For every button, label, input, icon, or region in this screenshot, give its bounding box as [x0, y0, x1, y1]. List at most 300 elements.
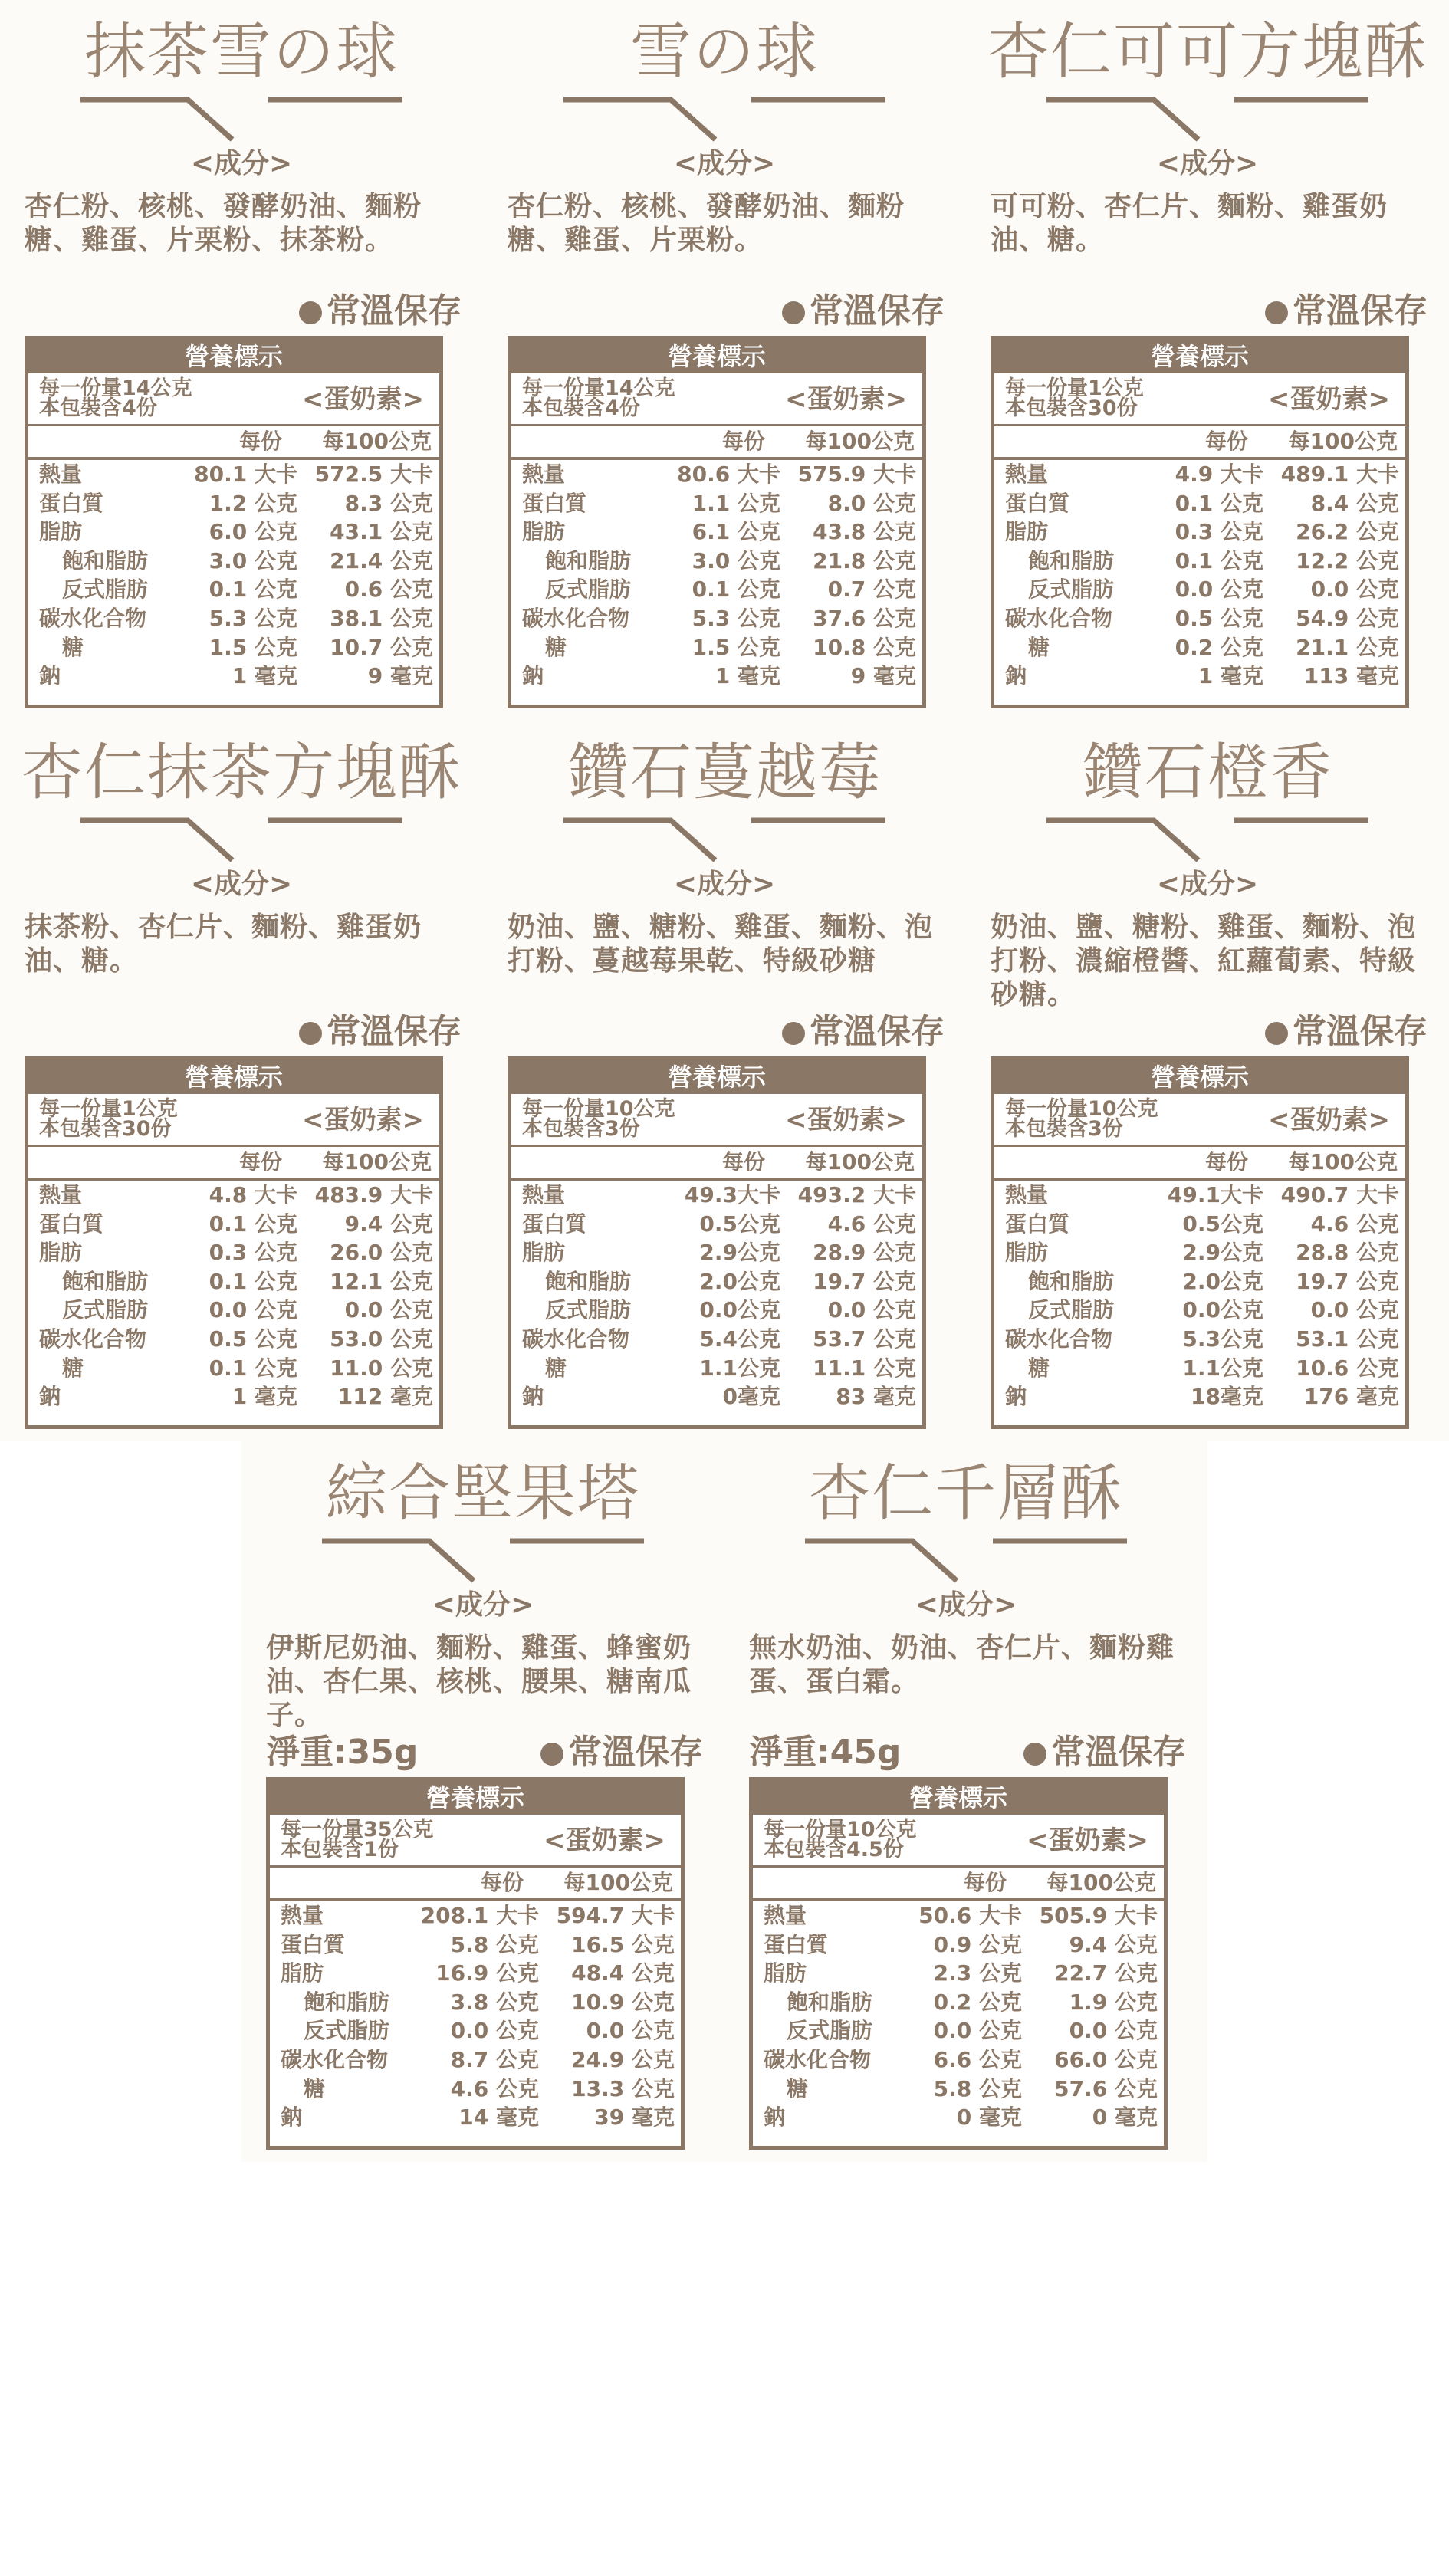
- nutrient-per-serving: 18毫克: [1191, 1384, 1263, 1410]
- nutrient-row: [511, 460, 922, 489]
- nutrition-column-header: [994, 1147, 1405, 1181]
- filled-circle-icon: [782, 1022, 805, 1045]
- serving-info-row: [28, 373, 439, 426]
- nutrient-per-100g: 4.6 公克: [1310, 1211, 1399, 1237]
- nutrient-row: [994, 604, 1405, 633]
- nutrient-per-serving: 1 毫克: [232, 1384, 297, 1410]
- nutrient-per-100g: 39 毫克: [594, 2104, 675, 2131]
- nutrient-per-100g: 43.1 公克: [330, 519, 433, 545]
- title-underline-decoration: [1046, 813, 1368, 866]
- nutrient-per-serving: 6.0 公克: [209, 519, 297, 545]
- ingredients-label: <成分>: [1156, 869, 1259, 900]
- nutrient-per-100g: 10.6 公克: [1296, 1355, 1399, 1381]
- nutrient-name: 鈉: [522, 1384, 544, 1410]
- column-per-serving: 每份: [721, 429, 765, 454]
- nutrient-per-100g: 4.6 公克: [827, 1211, 916, 1237]
- storage-label: 常溫保存: [810, 291, 945, 330]
- column-per-100g: 每100公克: [322, 1149, 432, 1175]
- product-title: 抹茶雪の球: [84, 16, 399, 87]
- nutrient-per-serving: 0.0 公克: [1175, 577, 1263, 603]
- diet-type-badge: <蛋奶素>: [785, 384, 907, 415]
- nutrient-per-100g: 0.0 公克: [1310, 1297, 1399, 1323]
- nutrient-per-serving: 0.1 公克: [209, 1355, 297, 1381]
- nutrient-per-100g: 38.1 公克: [330, 605, 433, 631]
- serving-size: 每一份量10公克: [522, 1097, 675, 1121]
- nutrient-per-serving: 2.0公克: [699, 1268, 780, 1294]
- nutrient-per-serving: 1.1 公克: [692, 490, 780, 516]
- nutrient-row: [511, 604, 922, 633]
- nutrient-per-serving: 0.2 公克: [933, 1989, 1022, 2015]
- servings-per-package: 本包裝含1份: [281, 1838, 399, 1861]
- nutrient-per-100g: 505.9 大卡: [1039, 1903, 1158, 1928]
- nutrient-row: [28, 1354, 439, 1383]
- storage-row: [991, 1010, 1428, 1053]
- serving-size: 每一份量35公克: [281, 1818, 434, 1842]
- nutrition-panel-title: 營養標示: [994, 340, 1405, 373]
- ingredients-text: 杏仁粉、核桃、發酵奶油、麵粉糖、雞蛋、片栗粉。: [508, 191, 905, 256]
- product-card: [966, 721, 1449, 1441]
- nutrient-name: 碳水化合物: [522, 605, 630, 631]
- nutrient-row: [270, 2016, 681, 2045]
- servings-per-package: 本包裝含30份: [1005, 396, 1138, 420]
- nutrient-row: [28, 518, 439, 547]
- storage-row: [508, 290, 945, 333]
- diet-type-badge: <蛋奶素>: [1027, 1825, 1148, 1856]
- nutrient-name: 碳水化合物: [764, 2046, 872, 2072]
- nutrient-per-100g: 53.0 公克: [330, 1326, 433, 1352]
- nutrient-name: 反式脂肪: [62, 1297, 149, 1323]
- nutrient-name: 鈉: [281, 2104, 303, 2131]
- nutrient-name: 反式脂肪: [1028, 1297, 1115, 1323]
- nutrient-row: [511, 1296, 922, 1325]
- storage-label: 常溫保存: [1051, 1733, 1186, 1772]
- nutrient-per-serving: 0.5 公克: [1175, 605, 1263, 631]
- product-title: 雪の球: [630, 16, 819, 87]
- serving-size: 每一份量14公克: [522, 376, 675, 400]
- serving-info-row: [511, 1094, 922, 1147]
- nutrition-panel-title: 營養標示: [511, 1060, 922, 1094]
- nutrient-per-serving: 14 毫克: [458, 2104, 539, 2131]
- nutrient-per-100g: 9 毫克: [850, 663, 916, 689]
- nutrient-per-100g: 26.0 公克: [330, 1240, 433, 1266]
- product-card: [0, 721, 483, 1441]
- serving-size: 每一份量1公克: [1005, 376, 1144, 400]
- nutrient-name: 脂肪: [522, 519, 566, 545]
- nutrient-row: [28, 1238, 439, 1267]
- nutrient-name: 熱量: [1005, 1182, 1049, 1208]
- nutrient-name: 糖: [1028, 1355, 1050, 1381]
- nutrient-row: [511, 489, 922, 518]
- storage-row: [749, 1731, 1186, 1774]
- nutrient-per-serving: 208.1 大卡: [420, 1903, 539, 1928]
- nutrient-per-serving: 0.5公克: [1182, 1211, 1263, 1237]
- ingredients-text: 抹茶粉、杏仁片、麵粉、雞蛋奶油、糖。: [25, 912, 422, 977]
- nutrient-row: [28, 1267, 439, 1296]
- diet-type-badge: <蛋奶素>: [1268, 384, 1390, 415]
- nutrient-per-serving: 0.0公克: [1182, 1297, 1263, 1323]
- nutrient-per-100g: 21.4 公克: [330, 547, 433, 573]
- nutrient-name: 碳水化合物: [522, 1326, 630, 1352]
- filled-circle-icon: [299, 1022, 322, 1045]
- nutrition-facts-panel: [25, 336, 443, 708]
- nutrient-row: [511, 1382, 922, 1411]
- nutrient-row: [28, 1296, 439, 1325]
- net-weight: 淨重:35g: [266, 1733, 419, 1772]
- nutrient-per-100g: 112 毫克: [337, 1384, 433, 1410]
- nutrient-name: 脂肪: [764, 1960, 807, 1986]
- nutrient-per-serving: 8.7 公克: [450, 2046, 539, 2072]
- nutrient-per-serving: 2.9公克: [699, 1240, 780, 1266]
- nutrient-row: [511, 1181, 922, 1210]
- nutrient-per-100g: 66.0 公克: [1054, 2046, 1158, 2072]
- nutrient-per-serving: 49.3大卡: [684, 1182, 780, 1208]
- nutrient-per-serving: 1.2 公克: [209, 490, 297, 516]
- nutrient-name: 蛋白質: [1005, 490, 1070, 516]
- nutrient-row: [28, 575, 439, 604]
- nutrient-per-serving: 6.6 公克: [933, 2046, 1022, 2072]
- nutrition-panel-title: 營養標示: [994, 1060, 1405, 1094]
- nutrient-per-serving: 3.0 公克: [209, 547, 297, 573]
- nutrient-row: [511, 1325, 922, 1354]
- nutrition-panel-title: 營養標示: [753, 1781, 1164, 1815]
- nutrient-per-serving: 5.8 公克: [450, 1931, 539, 1957]
- nutrition-column-header: [28, 1147, 439, 1181]
- nutrient-row: [994, 547, 1405, 576]
- nutrient-per-100g: 8.4 公克: [1310, 490, 1399, 516]
- servings-per-package: 本包裝含4份: [39, 396, 157, 420]
- nutrient-row: [994, 662, 1405, 691]
- diet-type-badge: <蛋奶素>: [785, 1105, 907, 1135]
- serving-info-row: [511, 373, 922, 426]
- nutrient-per-100g: 176 毫克: [1303, 1384, 1399, 1410]
- product-title: 鑽石橙香: [1082, 737, 1333, 808]
- storage-note: [299, 290, 462, 333]
- nutrient-row: [753, 2045, 1164, 2075]
- servings-per-package: 本包裝含4份: [522, 396, 640, 420]
- nutrient-row: [511, 633, 922, 662]
- nutrient-row: [994, 575, 1405, 604]
- nutrient-per-serving: 3.0 公克: [692, 547, 780, 573]
- nutrient-name: 糖: [62, 634, 84, 660]
- product-title: 杏仁可可方塊酥: [987, 16, 1428, 87]
- nutrient-per-serving: 49.1大卡: [1167, 1182, 1263, 1208]
- column-per-100g: 每100公克: [1046, 1870, 1156, 1895]
- storage-label: 常溫保存: [568, 1733, 703, 1772]
- nutrient-name: 脂肪: [281, 1960, 324, 1986]
- nutrient-row: [753, 2075, 1164, 2104]
- ingredients-label: <成分>: [190, 869, 293, 900]
- nutrient-name: 糖: [304, 2075, 326, 2101]
- diet-type-badge: <蛋奶素>: [302, 1105, 424, 1135]
- nutrient-per-serving: 1.5 公克: [209, 634, 297, 660]
- nutrient-name: 鈉: [764, 2104, 786, 2131]
- nutrient-name: 鈉: [39, 1384, 61, 1410]
- storage-label: 常溫保存: [1293, 291, 1428, 330]
- nutrient-row: [511, 1210, 922, 1239]
- nutrient-name: 碳水化合物: [39, 1326, 147, 1352]
- nutrient-name: 糖: [545, 634, 567, 660]
- ingredients-label: <成分>: [673, 148, 776, 179]
- nutrient-name: 反式脂肪: [545, 1297, 632, 1323]
- storage-label: 常溫保存: [327, 1012, 462, 1051]
- nutrient-per-100g: 11.1 公克: [813, 1355, 916, 1381]
- serving-info-row: [270, 1815, 681, 1868]
- nutrient-name: 反式脂肪: [787, 2018, 873, 2044]
- nutrient-name: 碳水化合物: [1005, 1326, 1113, 1352]
- nutrient-per-serving: 4.6 公克: [450, 2075, 539, 2101]
- nutrient-row: [270, 2045, 681, 2075]
- storage-row: [508, 1010, 945, 1053]
- column-per-serving: 每份: [1204, 1149, 1248, 1175]
- nutrient-per-100g: 22.7 公克: [1054, 1960, 1158, 1986]
- nutrient-per-100g: 1.9 公克: [1069, 1989, 1158, 2015]
- nutrient-per-100g: 0 毫克: [1092, 2104, 1158, 2131]
- nutrient-row: [270, 1988, 681, 2017]
- serving-size: 每一份量1公克: [39, 1097, 178, 1121]
- nutrient-name: 飽和脂肪: [1028, 1268, 1115, 1294]
- storage-row: [25, 290, 462, 333]
- nutrient-per-serving: 0.1 公克: [209, 1211, 297, 1237]
- nutrient-per-100g: 0.6 公克: [344, 577, 433, 603]
- product-title: 綜合堅果塔: [326, 1457, 640, 1529]
- nutrient-row: [753, 1959, 1164, 1988]
- nutrient-row: [753, 1988, 1164, 2017]
- nutrient-row: [270, 2103, 681, 2132]
- nutrient-per-serving: 80.1 大卡: [194, 462, 297, 487]
- nutrient-per-100g: 13.3 公克: [571, 2075, 675, 2101]
- nutrient-row: [28, 1181, 439, 1210]
- nutrition-facts-panel: [508, 1056, 926, 1429]
- diet-type-badge: <蛋奶素>: [544, 1825, 665, 1856]
- nutrient-name: 飽和脂肪: [304, 1989, 390, 2015]
- nutrient-per-serving: 4.8 大卡: [209, 1182, 297, 1208]
- column-per-100g: 每100公克: [1288, 429, 1398, 454]
- nutrient-name: 反式脂肪: [62, 577, 149, 603]
- nutrient-per-serving: 1.1公克: [699, 1355, 780, 1381]
- column-per-100g: 每100公克: [322, 429, 432, 454]
- storage-note: [299, 1010, 462, 1053]
- ingredients-label: <成分>: [915, 1589, 1017, 1621]
- storage-label: 常溫保存: [810, 1012, 945, 1051]
- nutrient-row: [28, 489, 439, 518]
- nutrient-row: [511, 518, 922, 547]
- product-card: [0, 0, 483, 721]
- nutrient-name: 蛋白質: [764, 1931, 829, 1957]
- nutrient-name: 蛋白質: [522, 490, 587, 516]
- nutrient-name: 飽和脂肪: [787, 1989, 873, 2015]
- nutrient-per-serving: 0.0 公克: [209, 1297, 297, 1323]
- storage-note: [1024, 1731, 1186, 1774]
- ingredients-label: <成分>: [1156, 148, 1259, 179]
- nutrient-row: [28, 1382, 439, 1411]
- nutrient-name: 反式脂肪: [1028, 577, 1115, 603]
- nutrient-row: [511, 1354, 922, 1383]
- nutrient-row: [994, 1296, 1405, 1325]
- column-per-serving: 每份: [963, 1870, 1007, 1895]
- nutrient-per-serving: 3.8 公克: [450, 1989, 539, 2015]
- nutrient-name: 蛋白質: [39, 1211, 104, 1237]
- nutrition-panel-title: 營養標示: [28, 340, 439, 373]
- nutrient-name: 蛋白質: [1005, 1211, 1070, 1237]
- serving-info-row: [753, 1815, 1164, 1868]
- serving-size: 每一份量14公克: [39, 376, 192, 400]
- nutrient-name: 糖: [1028, 634, 1050, 660]
- nutrient-per-serving: 5.8 公克: [933, 2075, 1022, 2101]
- nutrient-per-serving: 0 毫克: [956, 2104, 1022, 2131]
- nutrient-per-serving: 0.5 公克: [209, 1326, 297, 1352]
- nutrient-per-serving: 0毫克: [722, 1384, 780, 1410]
- nutrient-name: 熱量: [39, 1182, 83, 1208]
- storage-note: [782, 1010, 945, 1053]
- nutrient-per-serving: 0.1 公克: [1175, 490, 1263, 516]
- nutrient-name: 飽和脂肪: [545, 547, 632, 573]
- nutrient-row: [994, 489, 1405, 518]
- nutrient-row: [511, 1267, 922, 1296]
- storage-note: [1265, 290, 1428, 333]
- nutrient-row: [28, 633, 439, 662]
- column-per-100g: 每100公克: [805, 1149, 915, 1175]
- nutrition-column-header: [753, 1868, 1164, 1901]
- nutrient-name: 糖: [545, 1355, 567, 1381]
- nutrient-row: [28, 604, 439, 633]
- nutrient-per-100g: 9.4 公克: [1069, 1931, 1158, 1957]
- column-per-serving: 每份: [238, 429, 282, 454]
- nutrient-per-serving: 0.9 公克: [933, 1931, 1022, 1957]
- nutrient-row: [28, 662, 439, 691]
- nutrient-per-100g: 10.9 公克: [571, 1989, 675, 2015]
- nutrient-per-100g: 21.8 公克: [813, 547, 916, 573]
- nutrient-per-100g: 26.2 公克: [1296, 519, 1399, 545]
- product-card: [483, 721, 966, 1441]
- nutrient-row: [994, 460, 1405, 489]
- nutrient-name: 糖: [787, 2075, 809, 2101]
- nutrient-row: [753, 2103, 1164, 2132]
- nutrient-per-serving: 5.3公克: [1182, 1326, 1263, 1352]
- title-underline-decoration: [564, 813, 886, 866]
- nutrient-per-100g: 12.2 公克: [1296, 547, 1399, 573]
- nutrient-per-serving: 1.5 公克: [692, 634, 780, 660]
- serving-size: 每一份量10公克: [764, 1818, 917, 1842]
- nutrient-row: [994, 1354, 1405, 1383]
- storage-row: [991, 290, 1428, 333]
- nutrient-row: [753, 1901, 1164, 1930]
- nutrient-row: [994, 1382, 1405, 1411]
- nutrient-per-100g: 53.7 公克: [813, 1326, 916, 1352]
- nutrient-per-serving: 0.0 公克: [933, 2018, 1022, 2044]
- nutrient-per-100g: 12.1 公克: [330, 1268, 433, 1294]
- ingredients-text: 無水奶油、奶油、杏仁片、麵粉雞蛋、蛋白霜。: [749, 1632, 1175, 1697]
- nutrient-per-100g: 48.4 公克: [571, 1960, 675, 1986]
- nutrient-name: 蛋白質: [39, 490, 104, 516]
- nutrient-name: 鈉: [522, 663, 544, 689]
- ingredients-text: 奶油、鹽、糖粉、雞蛋、麵粉、泡打粉、濃縮橙醬、紅蘿蔔素、特級砂糖。: [991, 912, 1417, 1010]
- nutrient-row: [511, 575, 922, 604]
- nutrition-column-header: [511, 426, 922, 460]
- title-underline-decoration: [322, 1533, 644, 1587]
- nutrient-name: 飽和脂肪: [62, 547, 149, 573]
- nutrient-per-100g: 10.8 公克: [813, 634, 916, 660]
- nutrition-panel-title: 營養標示: [511, 340, 922, 373]
- nutrient-name: 反式脂肪: [304, 2018, 390, 2044]
- nutrient-row: [994, 1210, 1405, 1239]
- product-card: [242, 1441, 724, 2162]
- nutrient-row: [994, 1325, 1405, 1354]
- nutrient-name: 飽和脂肪: [545, 1268, 632, 1294]
- title-underline-decoration: [80, 813, 402, 866]
- nutrient-row: [511, 547, 922, 576]
- nutrient-per-serving: 0.3 公克: [209, 1240, 297, 1266]
- serving-size: 每一份量10公克: [1005, 1097, 1158, 1121]
- nutrient-name: 脂肪: [39, 519, 83, 545]
- nutrient-name: 糖: [62, 1355, 84, 1381]
- servings-per-package: 本包裝含3份: [522, 1117, 640, 1141]
- nutrient-per-serving: 1 毫克: [715, 663, 780, 689]
- nutrient-per-100g: 0.0 公克: [344, 1297, 433, 1323]
- storage-label: 常溫保存: [1293, 1012, 1428, 1051]
- column-per-serving: 每份: [238, 1149, 282, 1175]
- nutrient-per-serving: 0.2 公克: [1175, 634, 1263, 660]
- nutrient-per-100g: 0.0 公克: [586, 2018, 675, 2044]
- title-underline-decoration: [1046, 92, 1368, 146]
- nutrient-name: 碳水化合物: [39, 605, 147, 631]
- nutrient-name: 熱量: [39, 462, 83, 487]
- nutrient-row: [753, 1930, 1164, 1960]
- nutrient-per-100g: 28.9 公克: [813, 1240, 916, 1266]
- nutrition-facts-panel: [991, 1056, 1409, 1429]
- nutrient-per-100g: 489.1 大卡: [1280, 462, 1399, 487]
- filled-circle-icon: [1265, 1022, 1288, 1045]
- nutrient-per-serving: 0.5公克: [699, 1211, 780, 1237]
- nutrient-per-100g: 0.0 公克: [1310, 577, 1399, 603]
- column-per-serving: 每份: [480, 1870, 524, 1895]
- nutrient-name: 熱量: [522, 1182, 566, 1208]
- filled-circle-icon: [1265, 301, 1288, 324]
- nutrient-name: 脂肪: [1005, 1240, 1049, 1266]
- ingredients-text: 可可粉、杏仁片、麵粉、雞蛋奶油、糖。: [991, 191, 1388, 256]
- nutrition-facts-panel: [266, 1777, 685, 2150]
- nutrient-per-serving: 1 毫克: [232, 663, 297, 689]
- nutrition-facts-panel: [749, 1777, 1168, 2150]
- nutrient-per-100g: 19.7 公克: [1296, 1268, 1399, 1294]
- ingredients-label: <成分>: [673, 869, 776, 900]
- nutrition-panel-title: 營養標示: [28, 1060, 439, 1094]
- nutrient-per-100g: 83 毫克: [836, 1384, 916, 1410]
- nutrient-per-serving: 0.0公克: [699, 1297, 780, 1323]
- ingredients-label: <成分>: [190, 148, 293, 179]
- column-per-100g: 每100公克: [564, 1870, 673, 1895]
- nutrient-name: 脂肪: [39, 1240, 83, 1266]
- nutrition-facts-panel: [508, 336, 926, 708]
- filled-circle-icon: [782, 301, 805, 324]
- nutrient-row: [994, 1238, 1405, 1267]
- nutrient-row: [994, 1267, 1405, 1296]
- nutrient-row: [28, 460, 439, 489]
- nutrient-per-serving: 2.3 公克: [933, 1960, 1022, 1986]
- nutrient-row: [28, 547, 439, 576]
- nutrient-row: [511, 1238, 922, 1267]
- product-title: 鑽石蔓越莓: [567, 737, 882, 808]
- nutrient-per-100g: 54.9 公克: [1296, 605, 1399, 631]
- nutrient-per-100g: 37.6 公克: [813, 605, 916, 631]
- title-underline-decoration: [80, 92, 402, 146]
- nutrient-per-serving: 50.6 大卡: [918, 1903, 1022, 1928]
- nutrient-per-serving: 16.9 公克: [435, 1960, 539, 1986]
- nutrient-row: [28, 1210, 439, 1239]
- servings-per-package: 本包裝含4.5份: [764, 1838, 904, 1861]
- title-underline-decoration: [564, 92, 886, 146]
- column-per-100g: 每100公克: [1288, 1149, 1398, 1175]
- nutrient-per-serving: 0.1 公克: [209, 577, 297, 603]
